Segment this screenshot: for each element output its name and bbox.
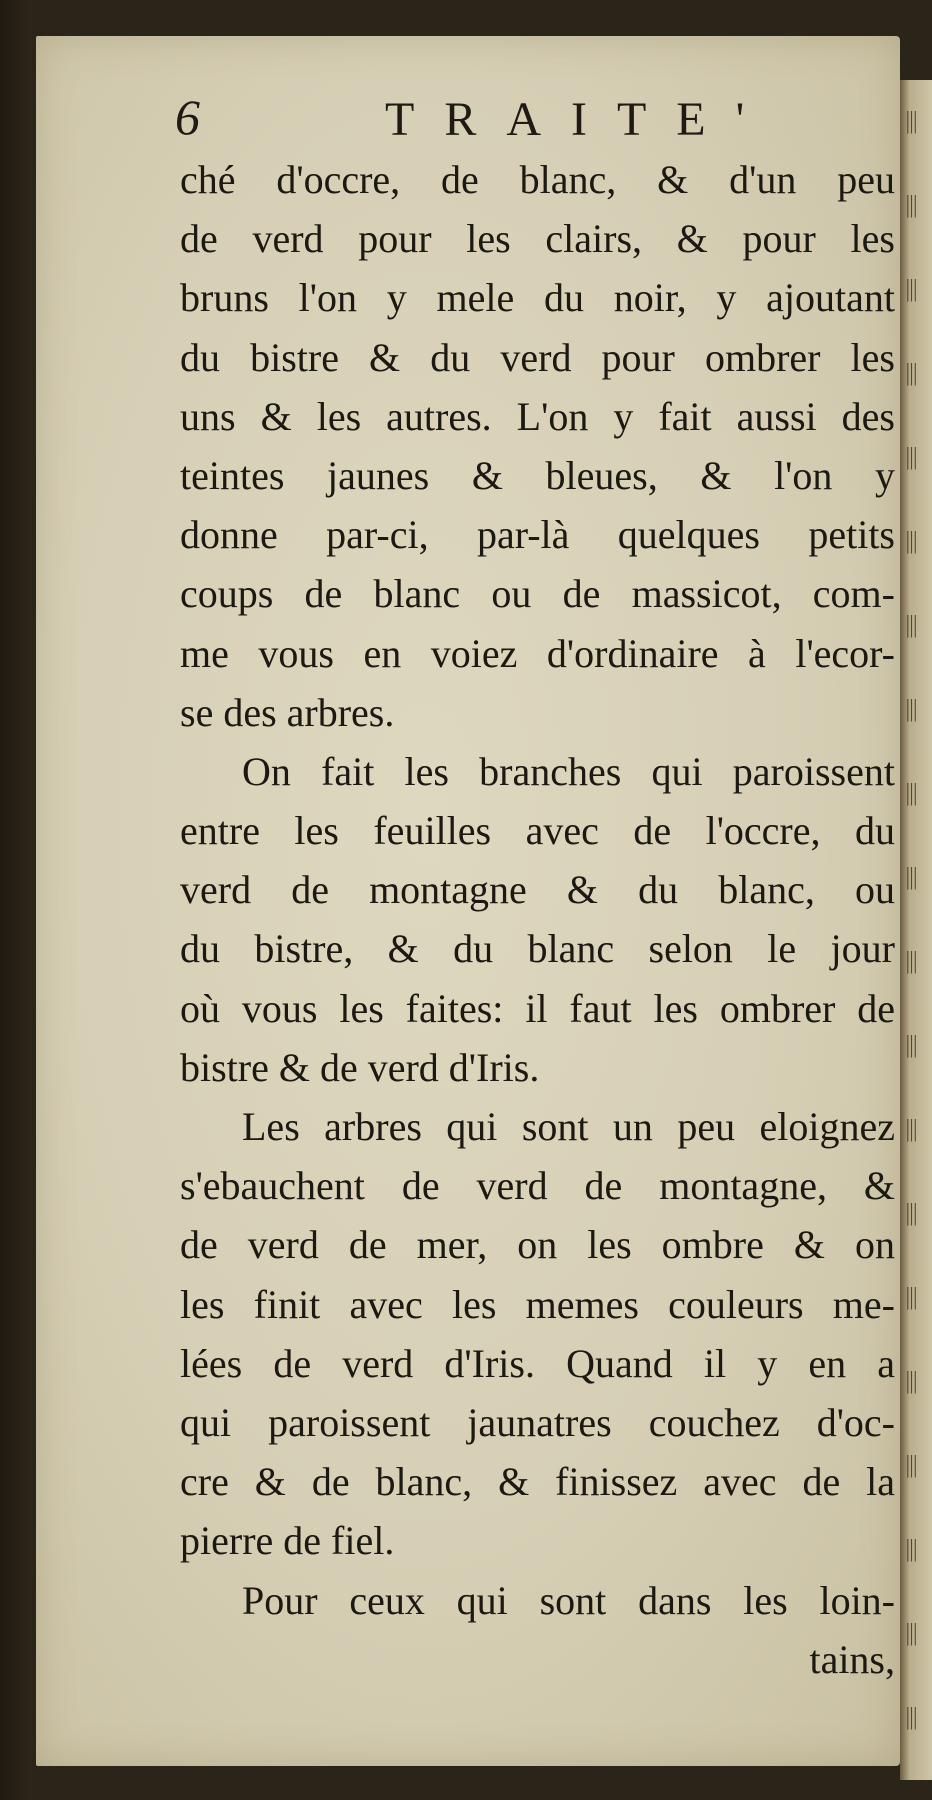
catchword: tains, xyxy=(809,1636,895,1682)
text-line: me vous en voiez d'ordinaire à l'ecor- xyxy=(180,630,895,676)
text-line: lées de verd d'Iris. Quand il y en a xyxy=(180,1340,895,1386)
text-line: où vous les faites: il faut les ombrer de xyxy=(180,985,895,1031)
text-line: coups de blanc ou de massicot, com- xyxy=(180,571,895,617)
text-line: donne par-ci, par-là quelques petits xyxy=(180,512,895,558)
paragraph-start-line: On fait les branches qui paroissent xyxy=(242,748,895,794)
text-line: pierre de fiel. xyxy=(180,1518,395,1564)
paragraph-start-line: Les arbres qui sont un peu eloignez xyxy=(242,1104,895,1149)
page-number: 6 xyxy=(175,89,200,145)
text-line: cre & de blanc, & finissez avec de la xyxy=(180,1459,895,1505)
text-line: de verd pour les clairs, & pour les xyxy=(180,216,895,262)
text-line: les finit avec les memes couleurs me- xyxy=(180,1281,895,1327)
text-line: uns & les autres. L'on y fait aussi des xyxy=(180,393,895,439)
text-line: du bistre & du verd pour ombrer les xyxy=(180,334,895,380)
text-line: bruns l'on y mele du noir, y ajoutant xyxy=(180,275,895,321)
text-line: de verd de mer, on les ombre & on xyxy=(180,1222,895,1268)
text-line: bistre & de verd d'Iris. xyxy=(180,1044,540,1090)
adjacent-page-edge: ||| ||| ||| ||| ||| ||| ||| ||| ||| ||| ||| ||| ||| ||| ||| ||| ||| ||| ||| ||| xyxy=(900,80,932,1780)
running-title: TRAITE' xyxy=(385,93,775,146)
paragraph-start-line: Pour ceux qui sont dans les loin- xyxy=(242,1577,895,1623)
text-line: s'ebauchent de verd de montagne, & xyxy=(180,1163,895,1209)
text-line: teintes jaunes & bleues, & l'on y xyxy=(180,452,895,498)
body-text xyxy=(180,150,895,1689)
text-line: verd de montagne & du blanc, ou xyxy=(180,867,895,913)
text-line: du bistre, & du blanc selon le jour xyxy=(180,926,895,972)
text-line: se des arbres. xyxy=(180,689,395,735)
text-line: ché d'occre, de blanc, & d'un peu xyxy=(180,157,895,202)
page-header xyxy=(165,88,885,158)
text-line: qui paroissent jaunatres couchez d'oc- xyxy=(180,1399,895,1445)
text-line: entre les feuilles avec de l'occre, du xyxy=(180,808,895,854)
